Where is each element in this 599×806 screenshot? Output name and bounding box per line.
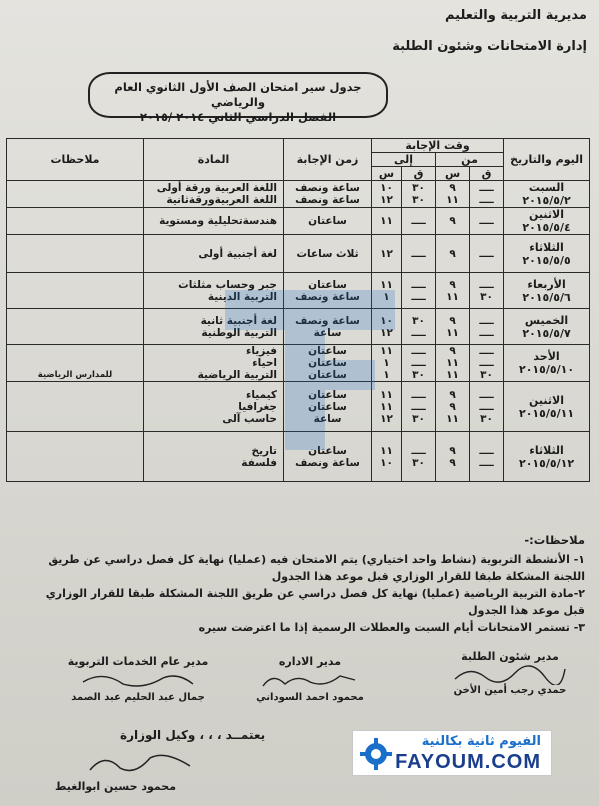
schedule-row (7, 432, 590, 482)
duration-value: ساعة (313, 412, 342, 425)
from-minutes-cell (470, 432, 504, 482)
subject-value: تاريخ (251, 444, 277, 457)
remarks-value (7, 279, 143, 291)
signature-title: مدير الاداره (278, 655, 342, 668)
schedule-row (7, 273, 590, 309)
from-hours-value: ٩ (449, 247, 456, 260)
remarks-value (7, 401, 143, 413)
remarks-value (7, 389, 143, 401)
header-subject: المادة (144, 139, 284, 181)
from-minutes-cell (470, 309, 504, 345)
from-hours-value: ٩ (449, 314, 456, 327)
from-minutes-value: ــــ (479, 345, 494, 357)
day-date-cell (504, 382, 590, 432)
to-hours-cell (372, 208, 402, 235)
from-hours-value: ٩ (449, 345, 456, 357)
note-line: اللجنة المشكلة طبقا للقرار الوزاري قبل موعد هذا الجدول (271, 570, 585, 583)
subject-value: فلسفة (241, 456, 277, 469)
to-minutes-value: ــــ (411, 290, 426, 303)
remarks-value (7, 182, 143, 194)
header-answer-time: وقت الإجابة (372, 139, 504, 153)
subject-cell (144, 345, 284, 382)
from-minutes-cell (470, 345, 504, 382)
day-date-cell (504, 345, 590, 382)
header-to-hours: س (372, 167, 402, 181)
from-hours-value: ١١ (446, 194, 459, 206)
duration-cell (284, 273, 372, 309)
remarks-value (7, 413, 143, 425)
signature-block-general-services (48, 655, 228, 703)
to-hours-cell (372, 345, 402, 382)
from-hours-value: ٩ (449, 278, 456, 291)
schedule-title: جدول سير امتحان الصف الأول الثانوي العام والرياضي (114, 80, 362, 109)
duration-value: ساعتان (308, 215, 347, 227)
from-hours-value: ٩ (449, 400, 456, 413)
day-date-cell (504, 432, 590, 482)
from-hours-value: ٩ (449, 215, 456, 227)
schedule-body (7, 181, 590, 482)
to-hours-value: ١٢ (380, 326, 393, 339)
from-hours-value: ٩ (449, 444, 456, 457)
to-minutes-cell (402, 208, 436, 235)
from-minutes-value: ــــ (479, 247, 494, 260)
duration-cell (284, 432, 372, 482)
signature-name: جمال عبد الحليم عبد الصمد (71, 692, 205, 703)
signature-title: مدير شئون الطلبة (461, 650, 559, 663)
signature-name: محمود احمد السوداني (256, 692, 364, 703)
note-line: ١- الأنشطة التربوية (نشاط واحد اختياري) يتم الامتحان فيه (عمليا) نهاية كل فصل دراسي عن طريق (48, 553, 585, 566)
duration-cell (284, 382, 372, 432)
notes-title: ملاحظات:- (524, 533, 585, 547)
from-minutes-value: ــــ (479, 456, 494, 469)
to-minutes-cell (402, 235, 436, 273)
remarks-value (7, 345, 143, 357)
signature-scribble-icon (255, 668, 365, 692)
duration-cell (284, 208, 372, 235)
remarks-value (7, 327, 143, 339)
to-minutes-value: ــــ (411, 444, 426, 457)
logo-arabic-text: الفيوم ثانية بكالنية (421, 734, 541, 749)
day-name: الثلاثاء (529, 443, 564, 457)
to-minutes-value: ٣٠ (412, 314, 425, 327)
subject-value: اللغة العربية ورقة أولى (156, 182, 277, 194)
remarks-cell (7, 432, 144, 482)
day-name: الاثنين (529, 208, 565, 221)
duration-value: ساعتان (308, 400, 347, 413)
to-hours-value: ١ (383, 357, 390, 369)
from-hours-value: ١١ (446, 326, 459, 339)
to-minutes-value: ٣٠ (412, 194, 425, 206)
day-name: الاثنين (529, 393, 565, 407)
signature-title: مدير عام الخدمات التربوية (67, 655, 209, 668)
from-minutes-value: ٣٠ (480, 369, 493, 381)
signature-scribble-icon (450, 663, 570, 685)
duration-value: ساعتان (308, 444, 347, 457)
exam-date: ٢٠١٥/٥/١٢ (519, 456, 575, 470)
from-hours-value: ٩ (449, 456, 456, 469)
from-minutes-value: ــــ (479, 314, 494, 327)
site-logo (352, 730, 552, 776)
exam-date: ٢٠١٥/٥/٢ (522, 194, 571, 207)
from-minutes-cell (470, 235, 504, 273)
subject-cell (144, 432, 284, 482)
to-hours-value: ١٢ (380, 247, 393, 260)
exam-date: ٢٠١٥/٥/١١ (519, 406, 575, 420)
from-hours-value: ١١ (446, 290, 459, 303)
schedule-row (7, 235, 590, 273)
subject-value: فيزياء (246, 345, 277, 357)
subject-value: لغة أجنبية أولى (198, 247, 277, 260)
schedule-row (7, 345, 590, 382)
to-hours-cell (372, 382, 402, 432)
header-from-minutes: ق (470, 167, 504, 181)
from-minutes-cell (470, 181, 504, 208)
subject-cell (144, 235, 284, 273)
from-minutes-cell (470, 208, 504, 235)
header-remarks: ملاحظات (7, 139, 144, 181)
from-minutes-value: ــــ (479, 357, 494, 369)
day-name: السبت (528, 181, 565, 194)
from-minutes-value: ــــ (479, 182, 494, 194)
duration-cell (284, 235, 372, 273)
remarks-value (7, 194, 143, 206)
signature-block-student-affairs (435, 650, 585, 696)
to-minutes-value: ٣٠ (412, 412, 425, 425)
remarks-value (7, 457, 143, 469)
header-day-date: اليوم والتاريخ (504, 139, 590, 181)
from-minutes-value: ٣٠ (480, 290, 493, 303)
duration-cell (284, 309, 372, 345)
remarks-value: للمدارس الرياضية (37, 370, 113, 380)
remarks-value (7, 215, 143, 227)
to-hours-value: ١٠ (380, 314, 393, 327)
from-hours-cell (436, 432, 470, 482)
remarks-cell (7, 235, 144, 273)
schedule-row (7, 208, 590, 235)
from-minutes-value: ــــ (479, 278, 494, 291)
remarks-cell (7, 273, 144, 309)
day-name: الثلاثاء (529, 240, 564, 254)
subject-value: حاسب آلى (222, 412, 277, 425)
duration-value: ساعتان (308, 278, 347, 291)
to-hours-value: ١ (383, 369, 390, 381)
remarks-cell (7, 345, 144, 382)
header-duration: زمن الإجابة (284, 139, 372, 181)
schedule-row (7, 309, 590, 345)
signature-block-administration (235, 655, 385, 703)
notes-section (15, 532, 585, 636)
from-minutes-cell (470, 273, 504, 309)
to-minutes-value: ٣٠ (412, 456, 425, 469)
duration-value: ساعة ونصف (295, 456, 360, 469)
subject-value: احياء (252, 357, 277, 369)
day-name: الخميس (524, 313, 569, 327)
schedule-title-box (88, 72, 388, 124)
remarks-cell (7, 382, 144, 432)
subject-cell (144, 309, 284, 345)
remarks-cell (7, 181, 144, 208)
schedule-term: الفصل الدراسي الثاني ٢٠١٤ /٢٠١٥ (139, 110, 337, 124)
to-minutes-cell (402, 273, 436, 309)
to-hours-value: ١٢ (380, 194, 393, 206)
exam-date: ٢٠١٥/٥/٥ (522, 253, 571, 267)
subject-value: التربية الدينية (207, 290, 277, 303)
to-minutes-value: ــــ (411, 400, 426, 413)
day-date-cell (504, 181, 590, 208)
header-from-hours: س (436, 167, 470, 181)
to-hours-value: ١٢ (380, 412, 393, 425)
remarks-cell (7, 208, 144, 235)
deputy-name: محمود حسين ابوالغيط (55, 780, 176, 793)
duration-cell (284, 345, 372, 382)
from-minutes-cell (470, 382, 504, 432)
logo-english-text: FAYOUM.COM (395, 751, 541, 773)
duration-value: ساعتان (308, 357, 347, 369)
from-hours-value: ٩ (449, 182, 456, 194)
header-to: إلى (372, 153, 436, 167)
to-hours-value: ١٠ (380, 456, 393, 469)
subject-value: هندسةتحليلية ومستوية (159, 215, 277, 227)
from-hours-cell (436, 235, 470, 273)
exam-date: ٢٠١٥/٥/٤ (522, 221, 571, 234)
exam-date: ٢٠١٥/٥/١٠ (519, 363, 575, 376)
duration-value: ثلاث ساعات (296, 247, 359, 260)
remarks-value (7, 357, 143, 369)
to-minutes-value: ــــ (411, 215, 426, 227)
subject-cell (144, 181, 284, 208)
subject-value: جغرافيا (238, 400, 277, 413)
remarks-cell (7, 309, 144, 345)
to-hours-value: ١١ (380, 444, 393, 457)
exam-date: ٢٠١٥/٥/٧ (522, 326, 571, 340)
day-date-cell (504, 208, 590, 235)
day-date-cell (504, 273, 590, 309)
from-hours-cell (436, 273, 470, 309)
from-minutes-value: ٣٠ (480, 412, 493, 425)
directorate-name: مديرية التربية والتعليم (444, 8, 587, 23)
subject-cell (144, 208, 284, 235)
to-minutes-value: ــــ (411, 247, 426, 260)
letterhead (392, 8, 587, 54)
to-minutes-value: ــــ (411, 278, 426, 291)
note-line: قبل موعد هذا الجدول (468, 604, 585, 617)
from-minutes-value: ــــ (479, 215, 494, 227)
from-minutes-value: ــــ (479, 400, 494, 413)
to-minutes-value: ٣٠ (412, 369, 425, 381)
duration-value: ساعة (313, 326, 342, 339)
duration-value: ساعة ونصف (295, 194, 360, 206)
subject-value: التربية الرياضية (197, 369, 277, 381)
from-hours-cell (436, 382, 470, 432)
subject-cell (144, 382, 284, 432)
duration-value: ساعة ونصف (295, 314, 360, 327)
to-minutes-cell (402, 345, 436, 382)
to-hours-cell (372, 309, 402, 345)
from-hours-value: ١١ (446, 357, 459, 369)
to-minutes-cell (402, 382, 436, 432)
from-hours-value: ١١ (446, 412, 459, 425)
day-date-cell (504, 235, 590, 273)
schedule-row (7, 181, 590, 208)
from-hours-value: ١١ (446, 369, 459, 381)
to-minutes-value: ــــ (411, 326, 426, 339)
day-name: الأحد (533, 350, 560, 363)
duration-value: ساعتان (308, 388, 347, 401)
from-minutes-value: ــــ (479, 194, 494, 206)
exam-schedule-table (6, 138, 590, 482)
to-hours-value: ١٠ (380, 182, 393, 194)
to-minutes-value: ٣٠ (412, 182, 425, 194)
duration-value: ساعتان (308, 345, 347, 357)
duration-value: ساعة ونصف (295, 182, 360, 194)
to-hours-cell (372, 432, 402, 482)
to-minutes-cell (402, 309, 436, 345)
signature-name: حمدي رجب أمين الأخن (453, 685, 567, 696)
to-hours-cell (372, 273, 402, 309)
to-hours-value: ١١ (380, 400, 393, 413)
remarks-value (7, 445, 143, 457)
from-minutes-value: ــــ (479, 326, 494, 339)
subject-value: كيمياء (245, 388, 277, 401)
remarks-value (7, 315, 143, 327)
deputy-signature-scribble-icon (80, 748, 200, 778)
duration-cell (284, 181, 372, 208)
from-minutes-value: ــــ (479, 444, 494, 457)
from-hours-cell (436, 208, 470, 235)
remarks-value (7, 248, 143, 260)
duration-value: ساعتان (308, 369, 347, 381)
schedule-row (7, 382, 590, 432)
to-hours-value: ١١ (380, 215, 393, 227)
header-from: من (436, 153, 504, 167)
department-name: إدارة الامتحانات وشئون الطلبة (392, 39, 587, 54)
to-hours-value: ١١ (380, 278, 393, 291)
subject-value: لغة أجنبية ثانية (200, 314, 277, 327)
note-line: ٣- تستمر الامتحانات أيام السبت والعطلات الرسمية إذا ما اعترضت سيره (198, 621, 585, 634)
to-minutes-value: ــــ (411, 388, 426, 401)
subject-value: اللغة العربيةورقةثانية (166, 194, 277, 206)
day-name: الأربعاء (527, 277, 566, 291)
duration-value: ساعة ونصف (295, 290, 360, 303)
from-hours-cell (436, 309, 470, 345)
day-date-cell (504, 309, 590, 345)
to-minutes-cell (402, 432, 436, 482)
to-minutes-value: ــــ (411, 357, 426, 369)
subject-value: التربية الوطنية (201, 326, 277, 339)
to-hours-cell (372, 235, 402, 273)
subject-cell (144, 273, 284, 309)
from-hours-cell (436, 181, 470, 208)
to-hours-value: ١١ (380, 388, 393, 401)
to-hours-value: ١١ (380, 345, 393, 357)
subject-value: جبر وحساب مثلثات (178, 278, 277, 291)
to-hours-value: ١ (383, 290, 390, 303)
to-minutes-value: ــــ (411, 345, 426, 357)
exam-date: ٢٠١٥/٥/٦ (522, 290, 571, 304)
signature-scribble-icon (73, 668, 203, 692)
from-hours-value: ٩ (449, 388, 456, 401)
from-hours-cell (436, 345, 470, 382)
approval-label: يعتمــد ، ، ، وكيل الوزارة (120, 728, 266, 742)
header-to-minutes: ق (402, 167, 436, 181)
note-line: ٢-مادة التربية الرياضية (عمليا) نهاية كل فصل دراسي عن طريق اللجنة المشكلة طبقا للقرار الوزاري (45, 587, 585, 600)
gear-icon (359, 737, 393, 771)
from-minutes-value: ــــ (479, 388, 494, 401)
to-minutes-cell (402, 181, 436, 208)
to-hours-cell (372, 181, 402, 208)
remarks-value (7, 291, 143, 303)
